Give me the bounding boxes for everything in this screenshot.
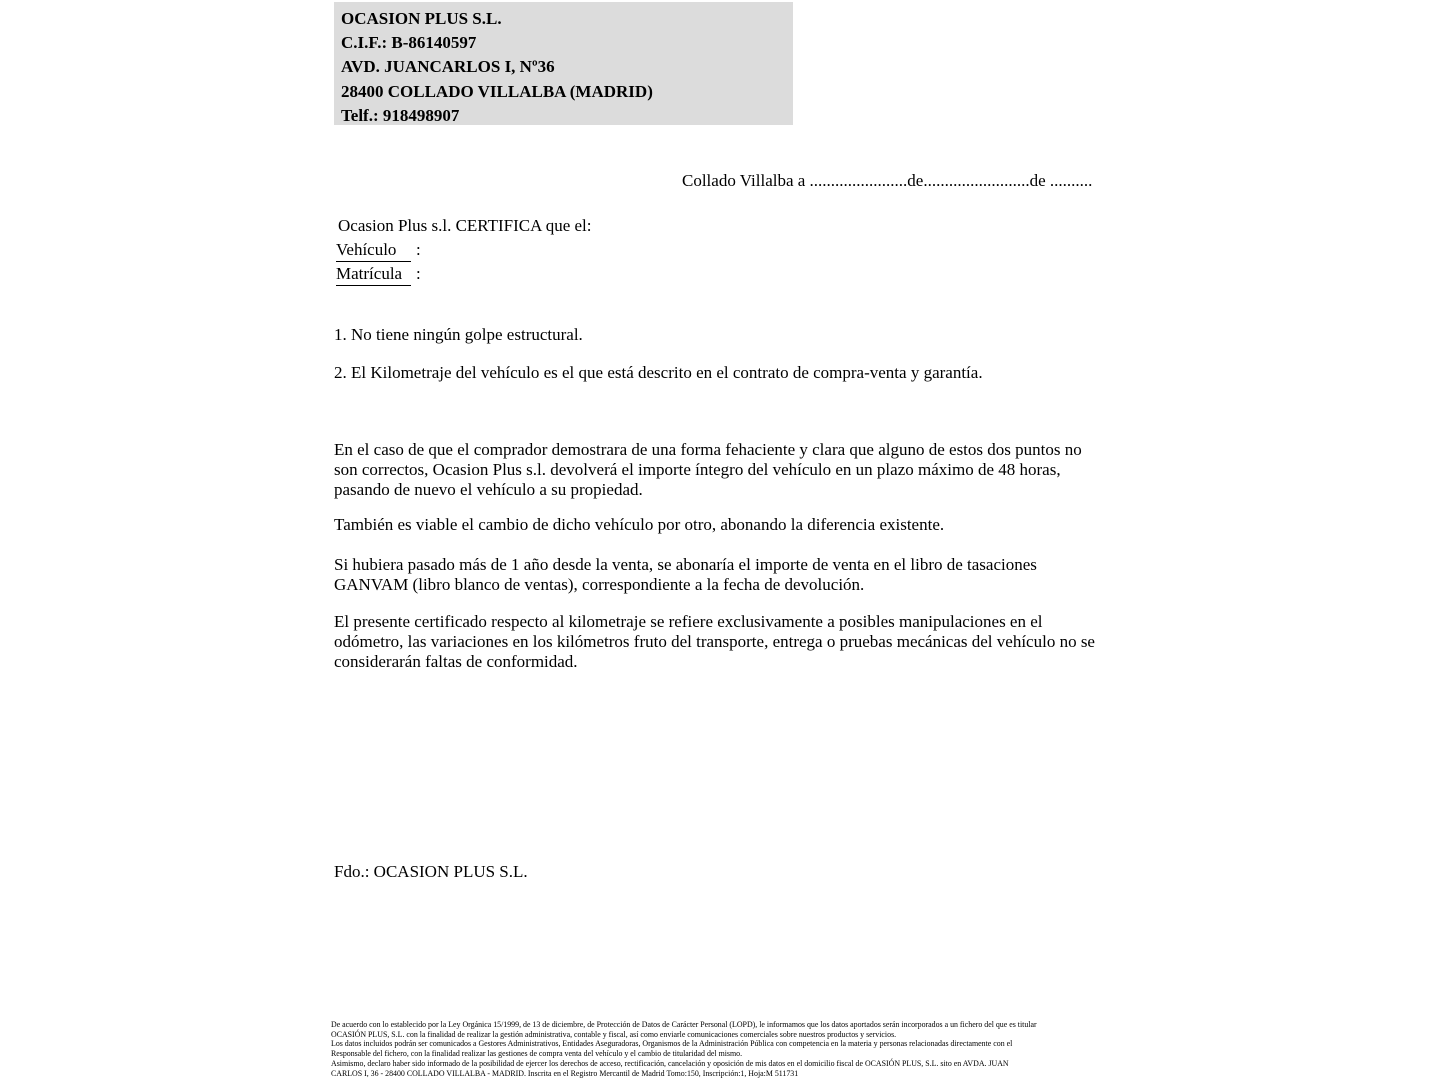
certification-point-2: 2. El Kilometraje del vehículo es el que está descrito en el contrato de compra-venta y garantía. bbox=[334, 363, 983, 382]
ganvam-paragraph: Si hubiera pasado más de 1 año desde la venta, se abonaría el importe de venta en el libro de tasaciones GANVAM (libro blanco de ventas), correspondiente a la fecha de devolución. bbox=[334, 555, 1037, 594]
odometer-paragraph: El presente certificado respecto al kilometraje se refiere exclusivamente a posibles manipulaciones en el odómetro, las variaciones en los kilómetros fruto del transporte, entrega o pruebas mecánicas del vehículo no se considerarán faltas de conformidad. bbox=[334, 612, 1095, 671]
plate-field-label: Matrícula bbox=[336, 264, 411, 286]
plate-field-row bbox=[336, 264, 421, 286]
certifica-heading: Ocasion Plus s.l. CERTIFICA que el: bbox=[338, 216, 592, 235]
certification-point-1: 1. No tiene ningún golpe estructural. bbox=[334, 325, 583, 344]
date-fill-in-line: Collado Villalba a .......................de.........................de .......... bbox=[682, 171, 1093, 190]
company-header-box bbox=[334, 2, 793, 125]
company-phone: Telf.: 918498907 bbox=[341, 105, 460, 125]
legal-line: OCASIÓN PLUS, S.L. con la finalidad de realizar la gestión administrativa, contable y fiscal, así como enviarle comunicaciones comerciales sobre nuestros productos y servicios. bbox=[331, 1029, 897, 1039]
legal-line: Los datos incluidos podrán ser comunicados a Gestores Administrativos, Entidades Aseguradoras, Organismos de la Administración Pública con competencia en la materia y personas relacionadas directamente con el bbox=[331, 1039, 1013, 1049]
vehicle-field-row bbox=[336, 240, 421, 262]
refund-paragraph: En el caso de que el comprador demostrara de una forma fehaciente y clara que alguno de estos dos puntos no son correctos, Ocasion Plus s.l. devolverá el importe íntegro del vehículo en un plazo máximo de 48 horas, pasando de nuevo el vehículo a su propiedad. bbox=[334, 440, 1082, 499]
vehicle-field-colon: : bbox=[416, 240, 421, 259]
legal-fine-print bbox=[331, 1020, 1037, 1078]
company-cif: C.I.F.: B-86140597 bbox=[341, 33, 477, 53]
vehicle-field-label: Vehículo bbox=[336, 240, 411, 262]
legal-line: CARLOS I, 36 - 28400 COLLADO VILLALBA - MADRID. Inscrita en el Registro Mercantil de Madrid Tomo:150, Inscripción:1, Hoja:M 511731 bbox=[331, 1068, 799, 1078]
plate-field-colon: : bbox=[416, 264, 421, 283]
legal-line: Asimismo, declaro haber sido informado de la posibilidad de ejercer los derechos de acceso, rectificación, cancelación y oposición de mis datos en el domicilio fiscal de OCASIÓN PLUS, S.L. sito en AVDA. JUAN bbox=[331, 1058, 1009, 1068]
signature-line: Fdo.: OCASION PLUS S.L. bbox=[334, 862, 528, 881]
exchange-paragraph: También es viable el cambio de dicho vehículo por otro, abonando la diferencia existente. bbox=[334, 515, 945, 534]
legal-line: De acuerdo con lo establecido por la Ley Orgánica 15/1999, de 13 de diciembre, de Protección de Datos de Carácter Personal (LOPD), le informamos que los datos aportados serán incorporados a un fichero del que es titular bbox=[331, 1020, 1037, 1029]
company-address: AVD. JUANCARLOS I, Nº36 bbox=[341, 57, 555, 77]
legal-line: Responsable del fichero, con la finalidad realizar las gestiones de compra venta del vehículo y el cambio de titularidad del mismo. bbox=[331, 1049, 743, 1059]
company-city: 28400 COLLADO VILLALBA (MADRID) bbox=[341, 81, 653, 101]
company-name: OCASION PLUS S.L. bbox=[341, 9, 502, 28]
